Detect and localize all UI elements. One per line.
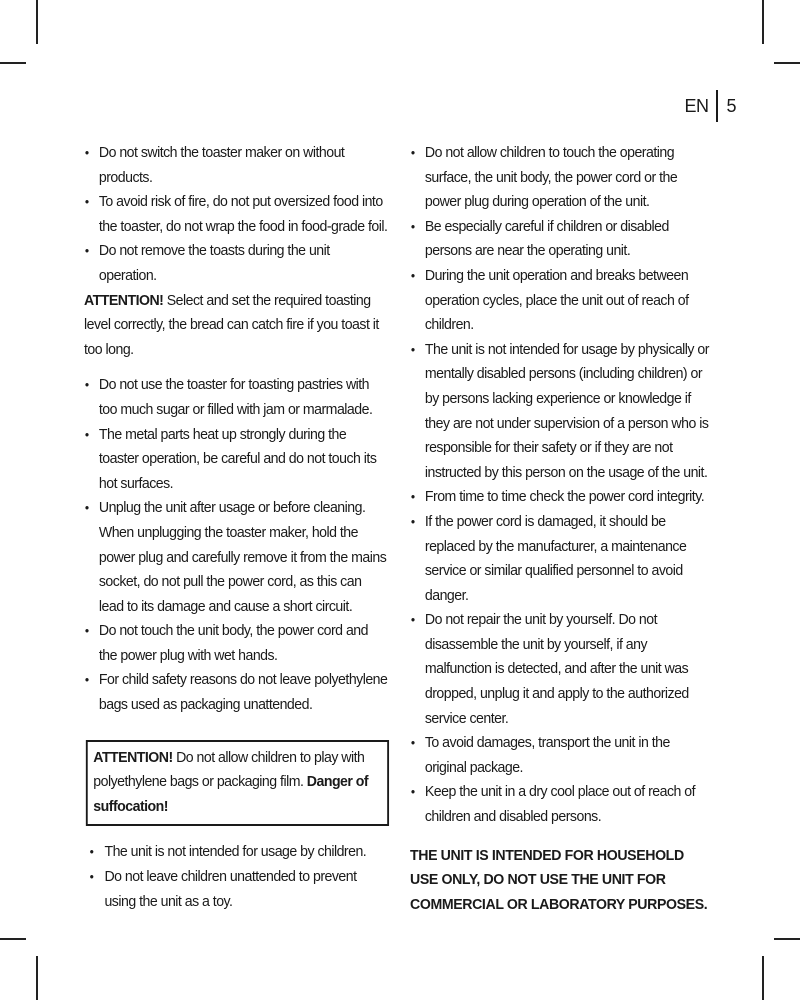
danger-text: Danger of suffocation! [93, 773, 369, 815]
list-item: • For child safety reasons do not leave polyethylene bags used as packaging unattended. [84, 668, 389, 717]
crop-mark-bottom-right-vertical [762, 956, 764, 1000]
page-number: 5 [726, 95, 736, 116]
attention-paragraph [84, 289, 389, 363]
list-item: • Do not allow children to touch the operating surface, the unit body, the power cord or the power plug during operation of the unit. [410, 141, 710, 215]
list-item: • Do not switch the toaster maker on without products. [84, 141, 389, 190]
bullet-list-top [84, 141, 389, 289]
crop-mark-top-right-vertical [762, 0, 764, 44]
bullet-list-bottom [84, 840, 389, 914]
warning-text: Do not allow children to play with polyethylene bags or packaging film. [93, 748, 365, 791]
list-item: • From time to time check the power cord integrity. [410, 485, 710, 510]
bullet-list-middle [84, 373, 389, 717]
list-item: • Do not touch the unit body, the power cord and the power plug with wet hands. [84, 619, 389, 668]
page-header [684, 90, 736, 122]
list-item: • Keep the unit in a dry cool place out of reach of children and disabled persons. [410, 780, 710, 829]
attention-text: Select and set the required toasting level correctly, the bread can catch fire if you toast it too long. [84, 291, 379, 358]
crop-mark-top-left-vertical [36, 0, 38, 44]
list-item: • To avoid damages, transport the unit in the original package. [410, 731, 710, 780]
list-item: • Do not repair the unit by yourself. Do not disassemble the unit by yourself, if any malfunction is detected, and after the unit was dropped, unplug it and apply to the authorized service center. [410, 608, 710, 731]
language-code: EN [684, 95, 709, 116]
list-item: • During the unit operation and breaks between operation cycles, place the unit out of reach of children. [410, 264, 710, 338]
right-column [410, 141, 710, 917]
list-item: • Do not leave children unattended to prevent using the unit as a toy. [84, 865, 389, 914]
warning-box [86, 740, 389, 827]
list-item: • Do not use the toaster for toasting pastries with too much sugar or filled with jam or marmalade. [84, 373, 389, 422]
household-use-notice: THE UNIT IS INTENDED FOR HOUSEHOLD USE ONLY, DO NOT USE THE UNIT FOR COMMERCIAL OR LABORATORY PURPOSES. [410, 846, 708, 913]
crop-mark-bottom-right-horizontal [774, 938, 800, 940]
list-item: • The metal parts heat up strongly during the toaster operation, be careful and do not touch its hot surfaces. [84, 423, 389, 497]
crop-mark-top-right-horizontal [774, 62, 800, 64]
list-item: • To avoid risk of fire, do not put oversized food into the toaster, do not wrap the food in food-grade foil. [84, 190, 389, 239]
list-item: • Be especially careful if children or disabled persons are near the operating unit. [410, 215, 710, 264]
attention-label: ATTENTION! [84, 291, 164, 309]
list-item: • The unit is not intended for usage by children. [84, 840, 389, 865]
crop-mark-bottom-left-vertical [36, 956, 38, 1000]
list-item: • Do not remove the toasts during the unit operation. [84, 239, 389, 288]
list-item: • The unit is not intended for usage by physically or mentally disabled persons (including children) or by persons lacking experience or knowledge if they are not under supervision of a person who is responsible for their safety or if they are not instructed by this person on the usage of the unit. [410, 338, 710, 486]
left-column [84, 141, 389, 914]
crop-mark-top-left-horizontal [0, 62, 26, 64]
crop-mark-bottom-left-horizontal [0, 938, 26, 940]
list-item: • If the power cord is damaged, it should be replaced by the manufacturer, a maintenance service or similar qualified personnel to avoid danger. [410, 510, 710, 608]
bullet-list-right [410, 141, 710, 830]
list-item: • Unplug the unit after usage or before cleaning. When unplugging the toaster maker, hold the power plug and carefully remove it from the mains socket, do not pull the power cord, as this can lead to its damage and cause a short circuit. [84, 496, 389, 619]
warning-label: ATTENTION! [93, 748, 173, 766]
